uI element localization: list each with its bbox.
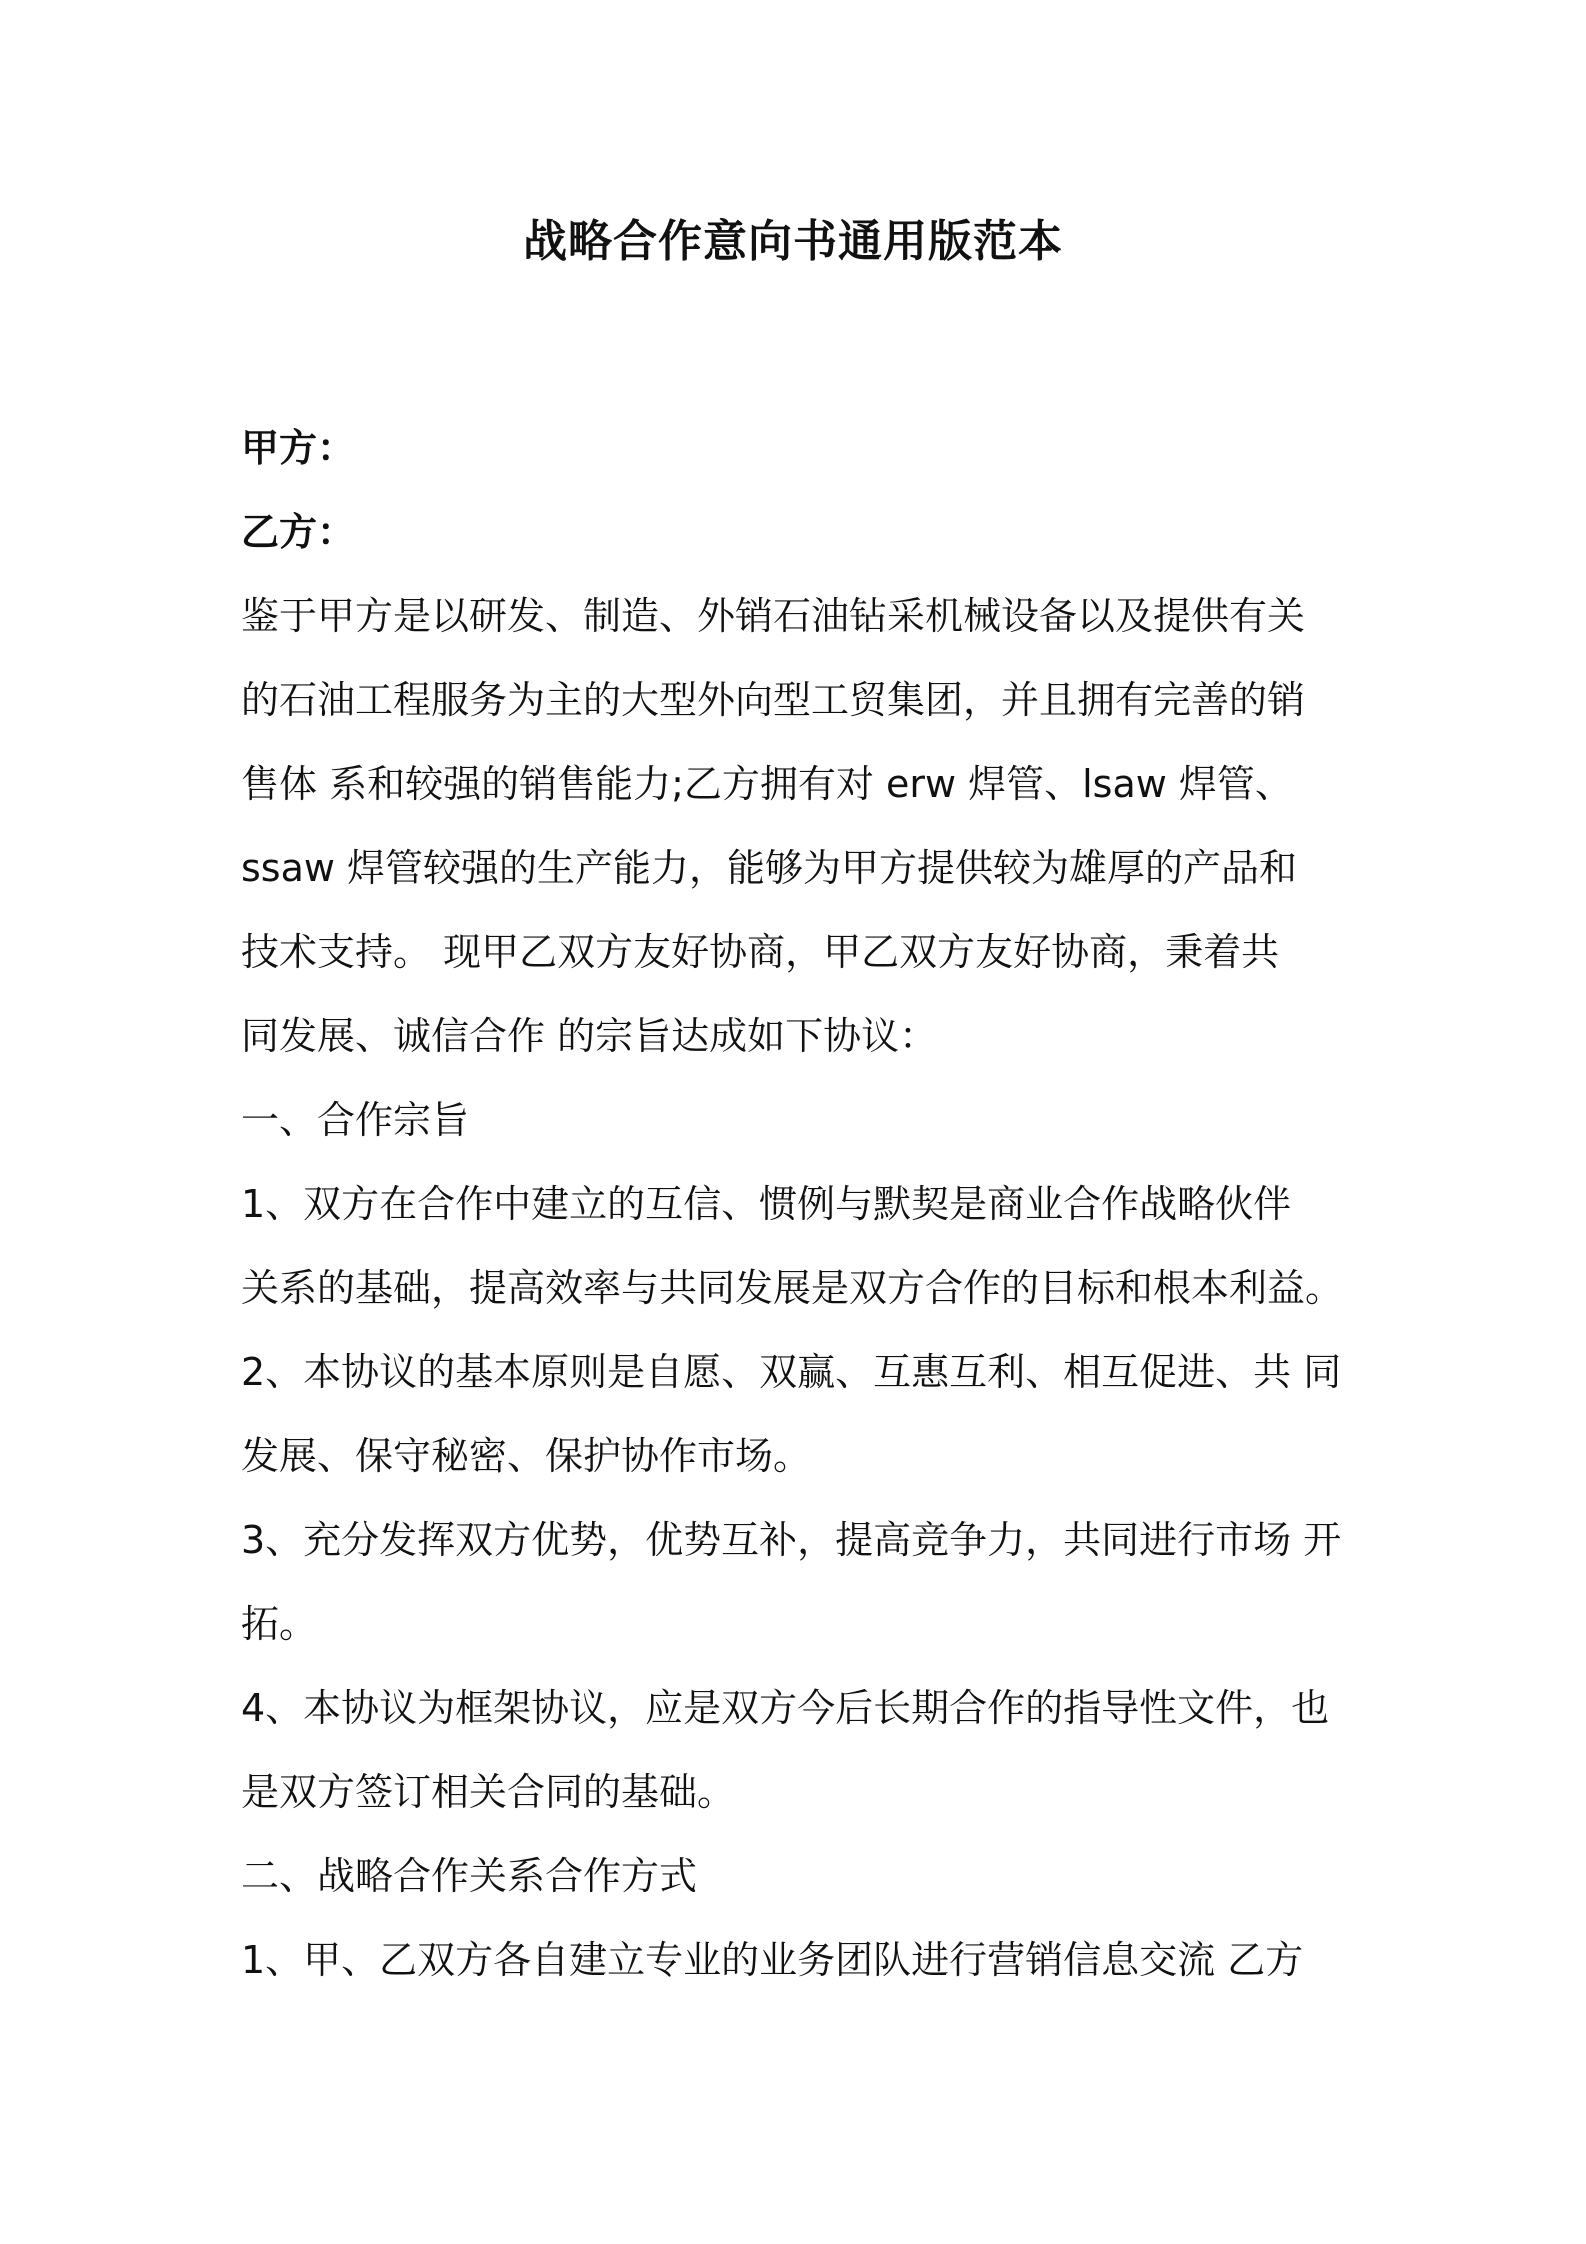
body-line: 是双方签订相关合同的基础。 <box>241 1770 736 1814</box>
party-a-line: 甲方： <box>241 426 356 470</box>
body-line: 的石油工程服务为主的大型外向型工贸集团，并且拥有完善的销 <box>241 678 1306 722</box>
body-line: 发展、保守秘密、保护协作市场。 <box>241 1434 812 1478</box>
body-line: 关系的基础，提高效率与共同发展是双方合作的目标和根本利益。 <box>241 1266 1344 1310</box>
body-line: 售体 系和较强的销售能力;乙方拥有对 erw 焊管、lsaw 焊管、 <box>241 762 1293 806</box>
body-line: 1、甲、乙双方各自建立专业的业务团队进行营销信息交流 乙方 <box>241 1938 1304 1982</box>
body-line: 4、本协议为框架协议，应是双方今后长期合作的指导性文件，也 <box>241 1686 1330 1730</box>
body-line: 技术支持。 现甲乙双方友好协商，甲乙双方友好协商，秉着共 <box>241 930 1280 974</box>
body-line: 同发展、诚信合作 的宗旨达成如下协议： <box>241 1014 938 1058</box>
body-line: 2、本协议的基本原则是自愿、双赢、互惠互利、相互促进、共 同 <box>241 1350 1342 1394</box>
body-line: ssaw 焊管较强的生产能力，能够为甲方提供较为雄厚的产品和 <box>241 846 1298 890</box>
section-heading: 二、战略合作关系合作方式 <box>241 1854 698 1898</box>
party-b-line: 乙方： <box>241 510 356 554</box>
body-line: 鉴于甲方是以研发、制造、外销石油钻采机械设备以及提供有关 <box>241 594 1306 638</box>
document-title: 战略合作意向书通用版范本 <box>523 216 1063 267</box>
section-heading: 一、合作宗旨 <box>241 1098 470 1142</box>
document-body <box>241 406 1361 2002</box>
body-line: 3、充分发挥双方优势，优势互补，提高竞争力，共同进行市场 开 <box>241 1518 1342 1562</box>
body-line: 拓。 <box>241 1602 318 1646</box>
body-line: 1、双方在合作中建立的互信、惯例与默契是商业合作战略伙伴 <box>241 1182 1292 1226</box>
